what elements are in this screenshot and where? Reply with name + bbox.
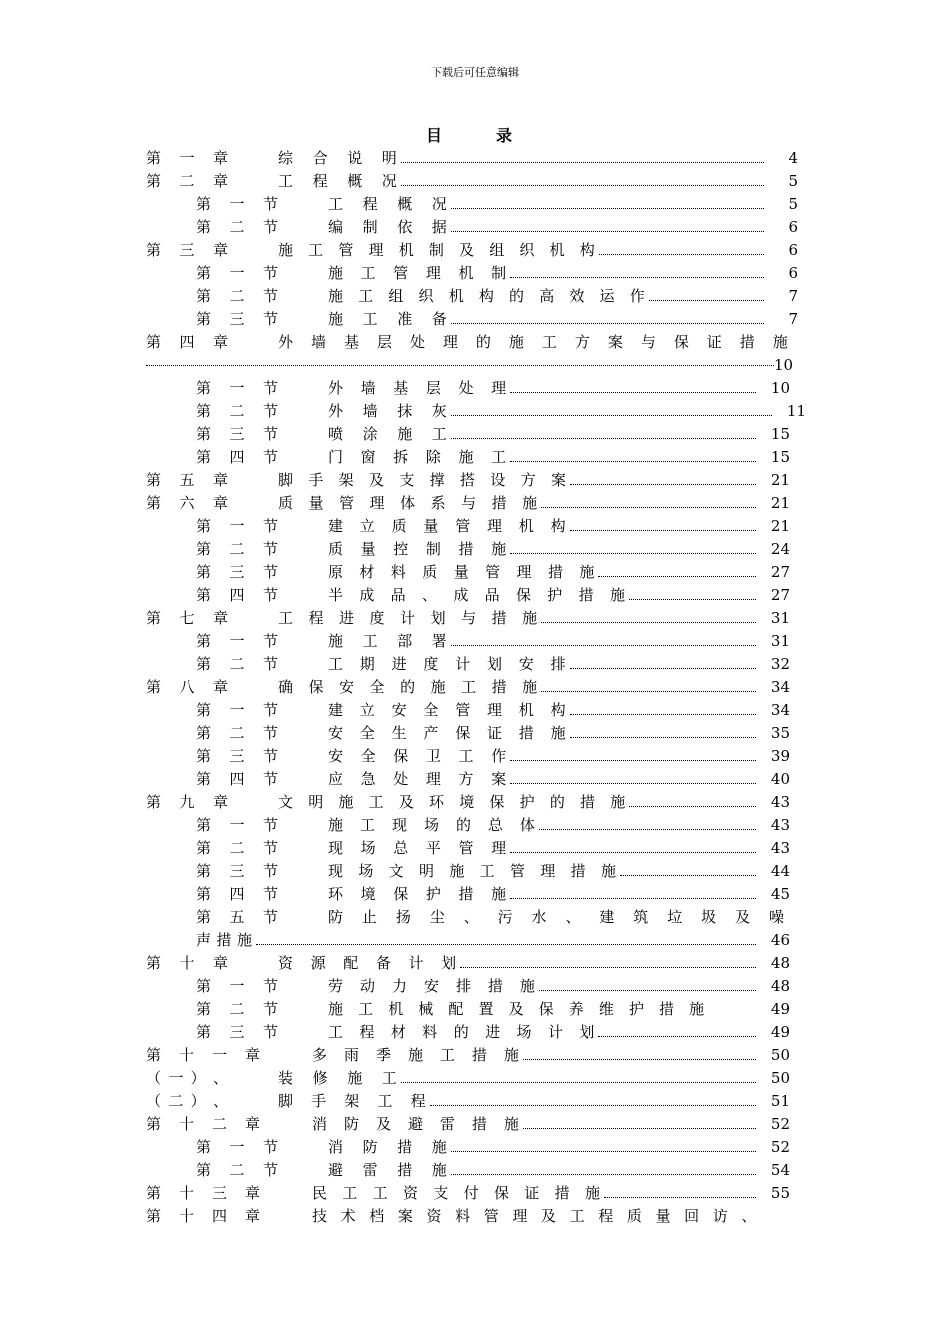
toc-entry-page: 31 [770,632,790,650]
toc-entry-page: 34 [770,678,790,696]
toc-entry-title: 喷 涂 施 工 [328,425,447,443]
toc-entry-title: 脚 手 架 及 支 撑 搭 设 方 案 [278,471,566,489]
toc-entry[interactable] [146,699,806,722]
toc-entry-title: 消 防 及 避 雷 措 施 [312,1115,519,1133]
toc-entry-title: 门 窗 拆 除 施 工 [328,448,507,466]
toc-entry-number: 第 二 节 [196,839,278,857]
toc-entry-page: 6 [788,241,798,259]
toc-entry-title: 脚 手 架 工 程 [278,1092,426,1110]
toc-entry-title: 施 工 管 理 机 制 及 组 织 机 构 [278,241,595,259]
dot-leader [451,208,764,209]
toc-entry[interactable] [146,998,806,1021]
dot-leader [523,1059,756,1060]
toc-entry-continuation[interactable] [146,354,806,377]
toc-entry-title: 质 量 管 理 体 系 与 措 施 [278,494,538,512]
dot-leader [256,944,756,945]
dot-leader [451,1174,756,1175]
toc-entry[interactable] [146,239,806,262]
toc-entry-number: 第 一 节 [196,977,278,995]
dot-leader [523,1128,756,1129]
toc-entry[interactable] [146,400,806,423]
dot-leader [541,691,756,692]
toc-entry-title: 外 墙 抹 灰 [328,402,447,420]
toc-entry-page: 49 [770,1000,790,1018]
toc-entry[interactable] [146,883,806,906]
toc-entry-page: 49 [770,1023,790,1041]
toc-entry[interactable] [146,837,806,860]
toc-entry[interactable] [146,285,806,308]
toc-entry-title: 工 程 概 况 [278,172,397,190]
toc-entry[interactable] [146,791,806,814]
dot-leader [401,185,764,186]
toc-entry[interactable] [146,1090,806,1113]
dot-leader [510,553,756,554]
toc-entry-title: 安 全 保 卫 工 作 [328,747,507,765]
table-of-contents [146,147,806,1228]
toc-entry-page: 31 [770,609,790,627]
toc-entry-title: 建 立 质 量 管 理 机 构 [328,517,566,535]
toc-entry-title: 避 雷 措 施 [328,1161,447,1179]
toc-entry-number: （ 一 ） 、 [146,1069,228,1087]
toc-entry-title: 民 工 工 资 支 付 保 证 措 施 [312,1184,600,1202]
toc-entry-title: 施 工 管 理 机 制 [328,264,507,282]
toc-entry[interactable] [146,1136,806,1159]
toc-entry-number: 第 七 章 [146,609,228,627]
toc-entry[interactable] [146,331,806,354]
toc-entry-number: 第 四 章 [146,333,228,351]
dot-leader [401,162,764,163]
toc-entry-number: 第 四 节 [196,586,278,604]
toc-entry-number: 第 一 节 [196,1138,278,1156]
toc-entry-page: 5 [788,195,798,213]
toc-entry-number: 第 三 节 [196,747,278,765]
toc-entry[interactable] [146,446,806,469]
toc-entry[interactable] [146,630,806,653]
toc-entry-title: 建 立 安 全 管 理 机 构 [328,701,566,719]
toc-entry-page: 51 [770,1092,790,1110]
dot-leader [570,668,756,669]
toc-entry[interactable] [146,1021,806,1044]
toc-entry[interactable] [146,745,806,768]
toc-entry-title: 环 境 保 护 措 施 [328,885,507,903]
toc-title [426,126,512,146]
toc-entry-number: 第 二 章 [146,172,228,190]
dot-leader [451,645,756,646]
dot-leader [629,599,756,600]
dot-leader [570,737,756,738]
toc-entry[interactable] [146,538,806,561]
toc-entry-title: 工 程 概 况 [328,195,447,213]
toc-entry-number: 第 九 章 [146,793,228,811]
dot-leader [451,415,772,416]
toc-entry-number: （ 二 ） 、 [146,1092,228,1110]
dot-leader [451,438,756,439]
toc-entry-page: 44 [770,862,790,880]
toc-entry-title: 编 制 依 据 [328,218,447,236]
toc-entry-number: 第 四 节 [196,770,278,788]
dot-leader [604,1197,756,1198]
toc-entry-title: 半 成 品 、 成 品 保 护 措 施 [328,586,625,604]
toc-entry-number: 第 二 节 [196,1161,278,1179]
toc-entry-number: 第 一 节 [196,195,278,213]
toc-entry-page: 35 [770,724,790,742]
toc-entry-title: 工 程 材 料 的 进 场 计 划 [328,1023,595,1041]
toc-entry[interactable] [146,906,806,929]
toc-entry[interactable] [146,975,806,998]
toc-entry-page: 7 [788,287,798,305]
toc-entry-page: 45 [770,885,790,903]
dot-leader [451,1151,756,1152]
toc-entry[interactable] [146,1182,806,1205]
toc-entry[interactable] [146,1067,806,1090]
dot-leader [510,760,756,761]
toc-entry-page: 43 [770,793,790,811]
toc-entry[interactable] [146,193,806,216]
toc-entry-number: 第 八 章 [146,678,228,696]
toc-entry-title: 工 程 进 度 计 划 与 措 施 [278,609,538,627]
toc-entry-page: 46 [770,931,790,949]
toc-entry-number: 第 四 节 [196,885,278,903]
dot-leader [629,806,756,807]
dot-leader [401,1082,756,1083]
toc-entry-title: 施 工 组 织 机 构 的 高 效 运 作 [328,287,645,305]
toc-entry[interactable] [146,1044,806,1067]
dot-leader [541,622,756,623]
toc-entry-page: 52 [770,1115,790,1133]
toc-entry-page: 32 [770,655,790,673]
toc-entry-title: 多 雨 季 施 工 措 施 [312,1046,519,1064]
toc-entry-number: 第 三 节 [196,310,278,328]
toc-entry-title: 确 保 安 全 的 施 工 措 施 [278,678,538,696]
toc-entry[interactable] [146,1113,806,1136]
toc-entry-page: 21 [770,517,790,535]
toc-entry[interactable] [146,469,806,492]
toc-entry-page: 34 [770,701,790,719]
toc-title-char: 目 [426,126,443,145]
toc-entry-page: 55 [770,1184,790,1202]
toc-entry[interactable] [146,561,806,584]
toc-entry[interactable] [146,722,806,745]
toc-entry-title: 原 材 料 质 量 管 理 措 施 [328,563,595,581]
toc-entry-title: 资 源 配 备 计 划 [278,954,457,972]
toc-entry-number: 第 二 节 [196,540,278,558]
toc-entry[interactable] [146,216,806,239]
dot-leader [539,829,756,830]
toc-entry-number: 第 二 节 [196,1000,278,1018]
toc-entry-continuation[interactable] [146,929,806,952]
toc-entry-number: 第 三 节 [196,425,278,443]
dot-leader [451,323,764,324]
toc-entry[interactable] [146,492,806,515]
toc-entry-number: 第 三 节 [196,563,278,581]
toc-entry[interactable] [146,653,806,676]
toc-entry-title: 综 合 说 明 [278,149,397,167]
dot-leader [510,461,756,462]
toc-entry[interactable] [146,1205,806,1228]
toc-entry-number: 第 三 节 [196,862,278,880]
dot-leader [460,967,756,968]
toc-entry-title: 技 术 档 案 资 料 管 理 及 工 程 质 量 回 访 、 [312,1207,757,1225]
toc-entry-page: 39 [770,747,790,765]
toc-entry-page: 48 [770,954,790,972]
toc-entry-title: 施 工 机 械 配 置 及 保 养 维 护 措 施 [328,1000,705,1018]
toc-entry-page: 54 [770,1161,790,1179]
toc-entry[interactable] [146,768,806,791]
toc-entry-number: 第 十 一 章 [146,1046,260,1064]
toc-entry[interactable] [146,1159,806,1182]
dot-leader [570,714,756,715]
toc-entry-page: 21 [770,494,790,512]
toc-entry-page: 15 [770,425,790,443]
dot-leader [570,530,756,531]
toc-entry-title: 装 修 施 工 [278,1069,397,1087]
toc-entry-title: 施 工 准 备 [328,310,447,328]
toc-entry-number: 第 二 节 [196,287,278,305]
toc-entry-number: 第 五 节 [196,908,278,926]
dot-leader [620,875,756,876]
toc-entry-number: 第 一 节 [196,701,278,719]
toc-entry-page: 48 [770,977,790,995]
toc-entry[interactable] [146,170,806,193]
dot-leader [598,576,756,577]
toc-entry[interactable] [146,308,806,331]
toc-entry[interactable] [146,515,806,538]
toc-entry[interactable] [146,262,806,285]
dot-leader [570,484,756,485]
toc-entry-title: 外 墙 基 层 处 理 [328,379,507,397]
toc-entry-page: 50 [770,1069,790,1087]
toc-entry-title: 外 墙 基 层 处 理 的 施 工 方 案 与 保 证 措 施 [278,333,788,351]
toc-entry-title: 劳 动 力 安 排 措 施 [328,977,535,995]
toc-entry-title: 消 防 措 施 [328,1138,447,1156]
toc-entry[interactable] [146,814,806,837]
toc-entry-page: 24 [770,540,790,558]
toc-entry-number: 第 一 节 [196,379,278,397]
toc-entry[interactable] [146,584,806,607]
dot-leader [430,1105,756,1106]
toc-entry-page: 27 [770,586,790,604]
dot-leader [510,852,756,853]
toc-entry-page: 21 [770,471,790,489]
toc-entry-number: 第 一 节 [196,816,278,834]
toc-entry-number: 第 十 二 章 [146,1115,260,1133]
toc-entry-title-cont: 声 措 施 [196,931,252,949]
dot-leader [541,507,756,508]
toc-entry-title: 工 期 进 度 计 划 安 排 [328,655,566,673]
toc-entry-title: 文 明 施 工 及 环 境 保 护 的 措 施 [278,793,626,811]
toc-entry[interactable] [146,952,806,975]
toc-entry-page: 10 [770,379,790,397]
toc-entry-number: 第 十 三 章 [146,1184,260,1202]
toc-entry-number: 第 二 节 [196,218,278,236]
dot-leader [451,231,764,232]
toc-entry[interactable] [146,860,806,883]
toc-entry[interactable] [146,147,806,170]
toc-entry[interactable] [146,676,806,699]
toc-entry[interactable] [146,377,806,400]
toc-entry-title: 应 急 处 理 方 案 [328,770,507,788]
toc-entry-number: 第 四 节 [196,448,278,466]
toc-entry-page: 6 [788,218,798,236]
toc-entry-page: 52 [770,1138,790,1156]
toc-entry-number: 第 十 章 [146,954,228,972]
dot-leader [510,898,756,899]
toc-entry-title: 施 工 部 署 [328,632,447,650]
toc-entry-number: 第 二 节 [196,724,278,742]
toc-entry-title: 质 量 控 制 措 施 [328,540,507,558]
toc-entry-number: 第 二 节 [196,402,278,420]
dot-leader [649,300,764,301]
dot-leader [510,783,756,784]
toc-entry-title: 防 止 扬 尘 、 污 水 、 建 筑 垃 圾 及 噪 [328,908,784,926]
toc-entry-title: 现 场 文 明 施 工 管 理 措 施 [328,862,616,880]
toc-entry[interactable] [146,607,806,630]
toc-entry-page: 15 [770,448,790,466]
toc-entry-title: 安 全 生 产 保 证 措 施 [328,724,566,742]
toc-entry-number: 第 一 章 [146,149,228,167]
toc-entry-page: 27 [770,563,790,581]
dot-leader [510,392,756,393]
dot-leader [146,365,774,366]
dot-leader [598,1036,756,1037]
toc-entry-page: 50 [770,1046,790,1064]
toc-entry-number: 第 十 四 章 [146,1207,260,1225]
toc-entry-page: 43 [770,816,790,834]
toc-entry-page: 6 [788,264,798,282]
toc-entry-page: 4 [788,149,798,167]
toc-entry-page: 7 [788,310,798,328]
toc-entry-title: 施 工 现 场 的 总 体 [328,816,535,834]
toc-entry-number: 第 二 节 [196,655,278,673]
toc-entry-number: 第 五 章 [146,471,228,489]
toc-entry-page: 11 [786,402,806,420]
toc-entry-title: 现 场 总 平 管 理 [328,839,507,857]
toc-entry-number: 第 三 节 [196,1023,278,1041]
toc-entry-page: 40 [770,770,790,788]
toc-entry[interactable] [146,423,806,446]
toc-entry-page: 5 [788,172,798,190]
toc-title-char: 录 [495,126,512,145]
toc-entry-number: 第 一 节 [196,264,278,282]
dot-leader [510,277,764,278]
page-header: 下载后可任意编辑 [431,66,519,79]
toc-entry-number: 第 一 节 [196,632,278,650]
toc-entry-page: 43 [770,839,790,857]
toc-entry-number: 第 一 节 [196,517,278,535]
toc-entry-page: 10 [774,356,794,374]
dot-leader [599,254,764,255]
toc-entry-number: 第 三 章 [146,241,228,259]
dot-leader [539,990,756,991]
toc-entry-number: 第 六 章 [146,494,228,512]
